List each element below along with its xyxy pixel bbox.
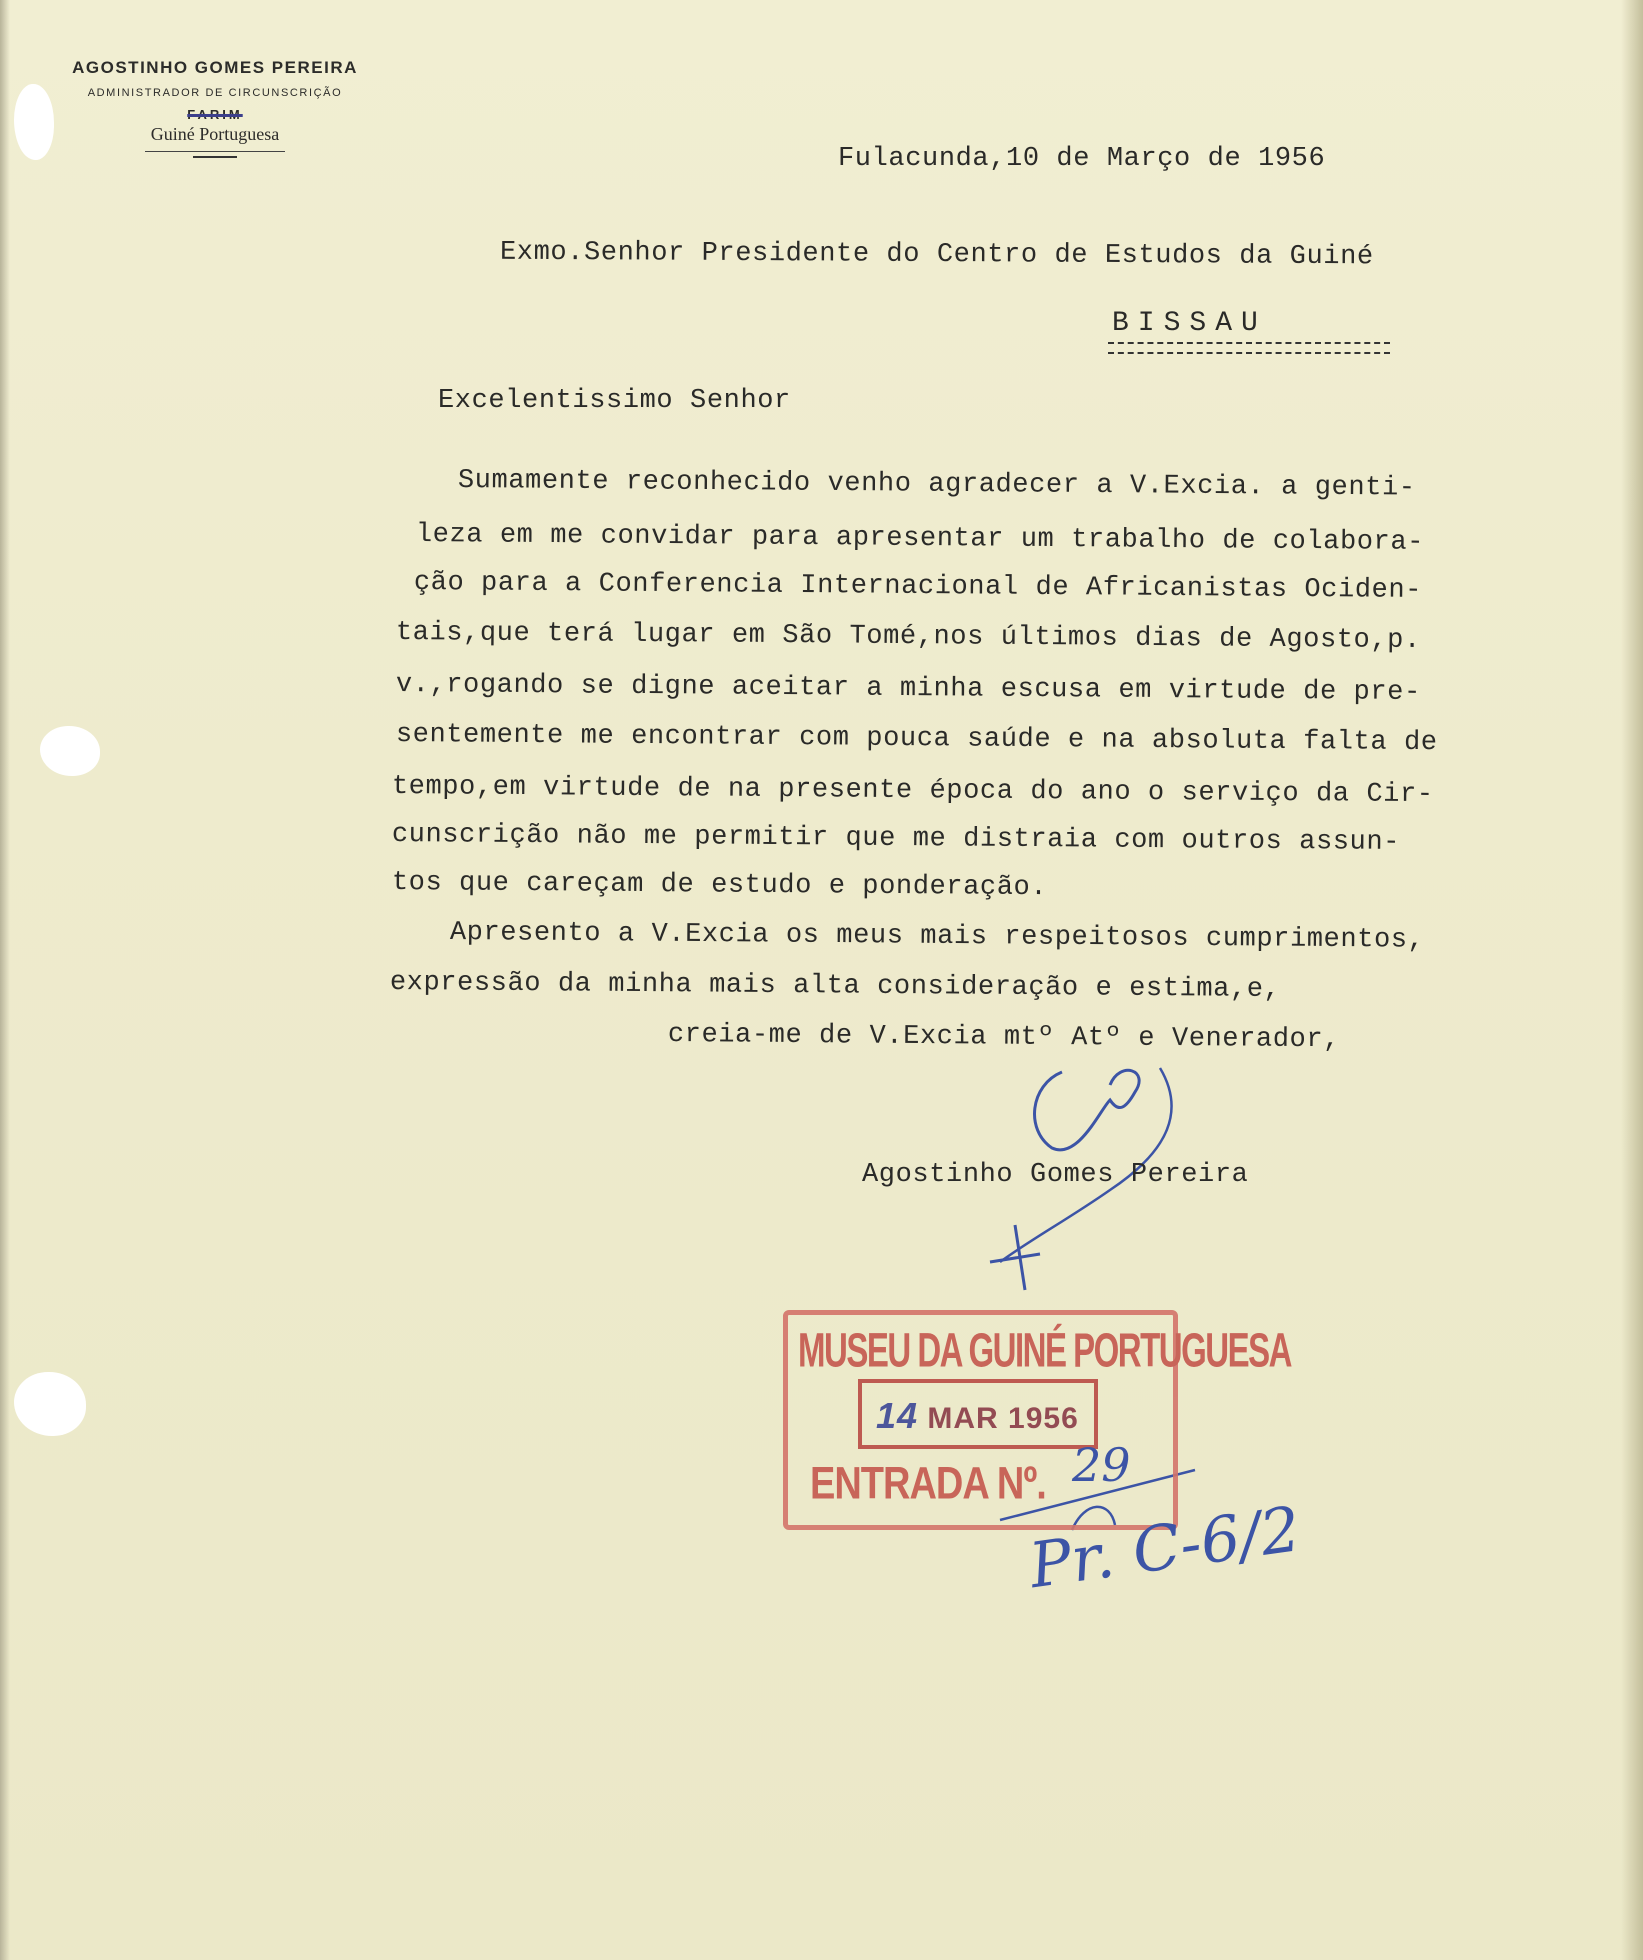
body-line: tais,que terá lugar em São Tomé,nos últimos dias de Agosto,p.: [395, 618, 1421, 657]
body-line: Apresento a V.Excia os meus mais respeitosos cumprimentos,: [449, 918, 1425, 956]
closing-line: creia-me de V.Excia mtº Atº e Venerador,: [667, 1020, 1341, 1056]
body-line: ção para a Conferencia Internacional de Africanistas Ociden-: [413, 568, 1423, 606]
stamp-date-box: [858, 1379, 1098, 1449]
letterhead-name: AGOSTINHO GOMES PEREIRA: [72, 58, 358, 77]
body-line: Sumamente reconhecido venho agradecer a V.Excia. a genti-: [457, 466, 1416, 504]
stamp-month-year: MAR 1956: [927, 1402, 1079, 1435]
body-line: leza em me convidar para apresentar um trabalho de colabora-: [415, 520, 1425, 558]
letterhead-region: Guiné Portuguesa: [150, 124, 280, 144]
body-line: tempo,em virtude de na presente época do ano o serviço da Cir-: [391, 772, 1434, 811]
body-line: v.,rogando se digne aceitar a minha escusa em virtude de pre-: [395, 670, 1421, 709]
stamp-date: [876, 1395, 1079, 1437]
handwritten-entry-number: 29: [1072, 1438, 1131, 1492]
stamp-day: 14: [876, 1395, 919, 1436]
handwritten-reference: Pr. C-6/2: [1025, 1492, 1305, 1603]
museum-entry-stamp: [783, 1310, 1291, 1530]
body-line: cunscrição não me permitir que me distraia com outros assun-: [391, 820, 1401, 858]
stamp-entrada-label: ENTRADA Nº.: [810, 1459, 1046, 1510]
body-line: expressão da minha mais alta consideração e estima,e,: [389, 968, 1281, 1005]
destination: BISSAU: [1112, 308, 1267, 339]
letterhead-place: FARIM: [187, 107, 243, 122]
salutation: Excelentissimo Senhor: [438, 386, 791, 416]
body-line: sentemente me encontrar com pouca saúde e na absoluta falta de: [395, 720, 1438, 759]
body-line: tos que careçam de estudo e ponderação.: [391, 868, 1048, 904]
addressee-line: Exmo.Senhor Presidente do Centro de Estudos da Guiné: [499, 237, 1374, 273]
stamp-museum-name: MUSEU DA GUINÉ PORTUGUESA: [798, 1323, 1291, 1377]
date-line: Fulacunda,10 de Março de 1956: [838, 144, 1326, 174]
letterhead-title: ADMINISTRADOR DE CIRCUNSCRIÇÃO: [87, 87, 343, 99]
signature-name: Agostinho Gomes Pereira: [862, 1160, 1249, 1190]
